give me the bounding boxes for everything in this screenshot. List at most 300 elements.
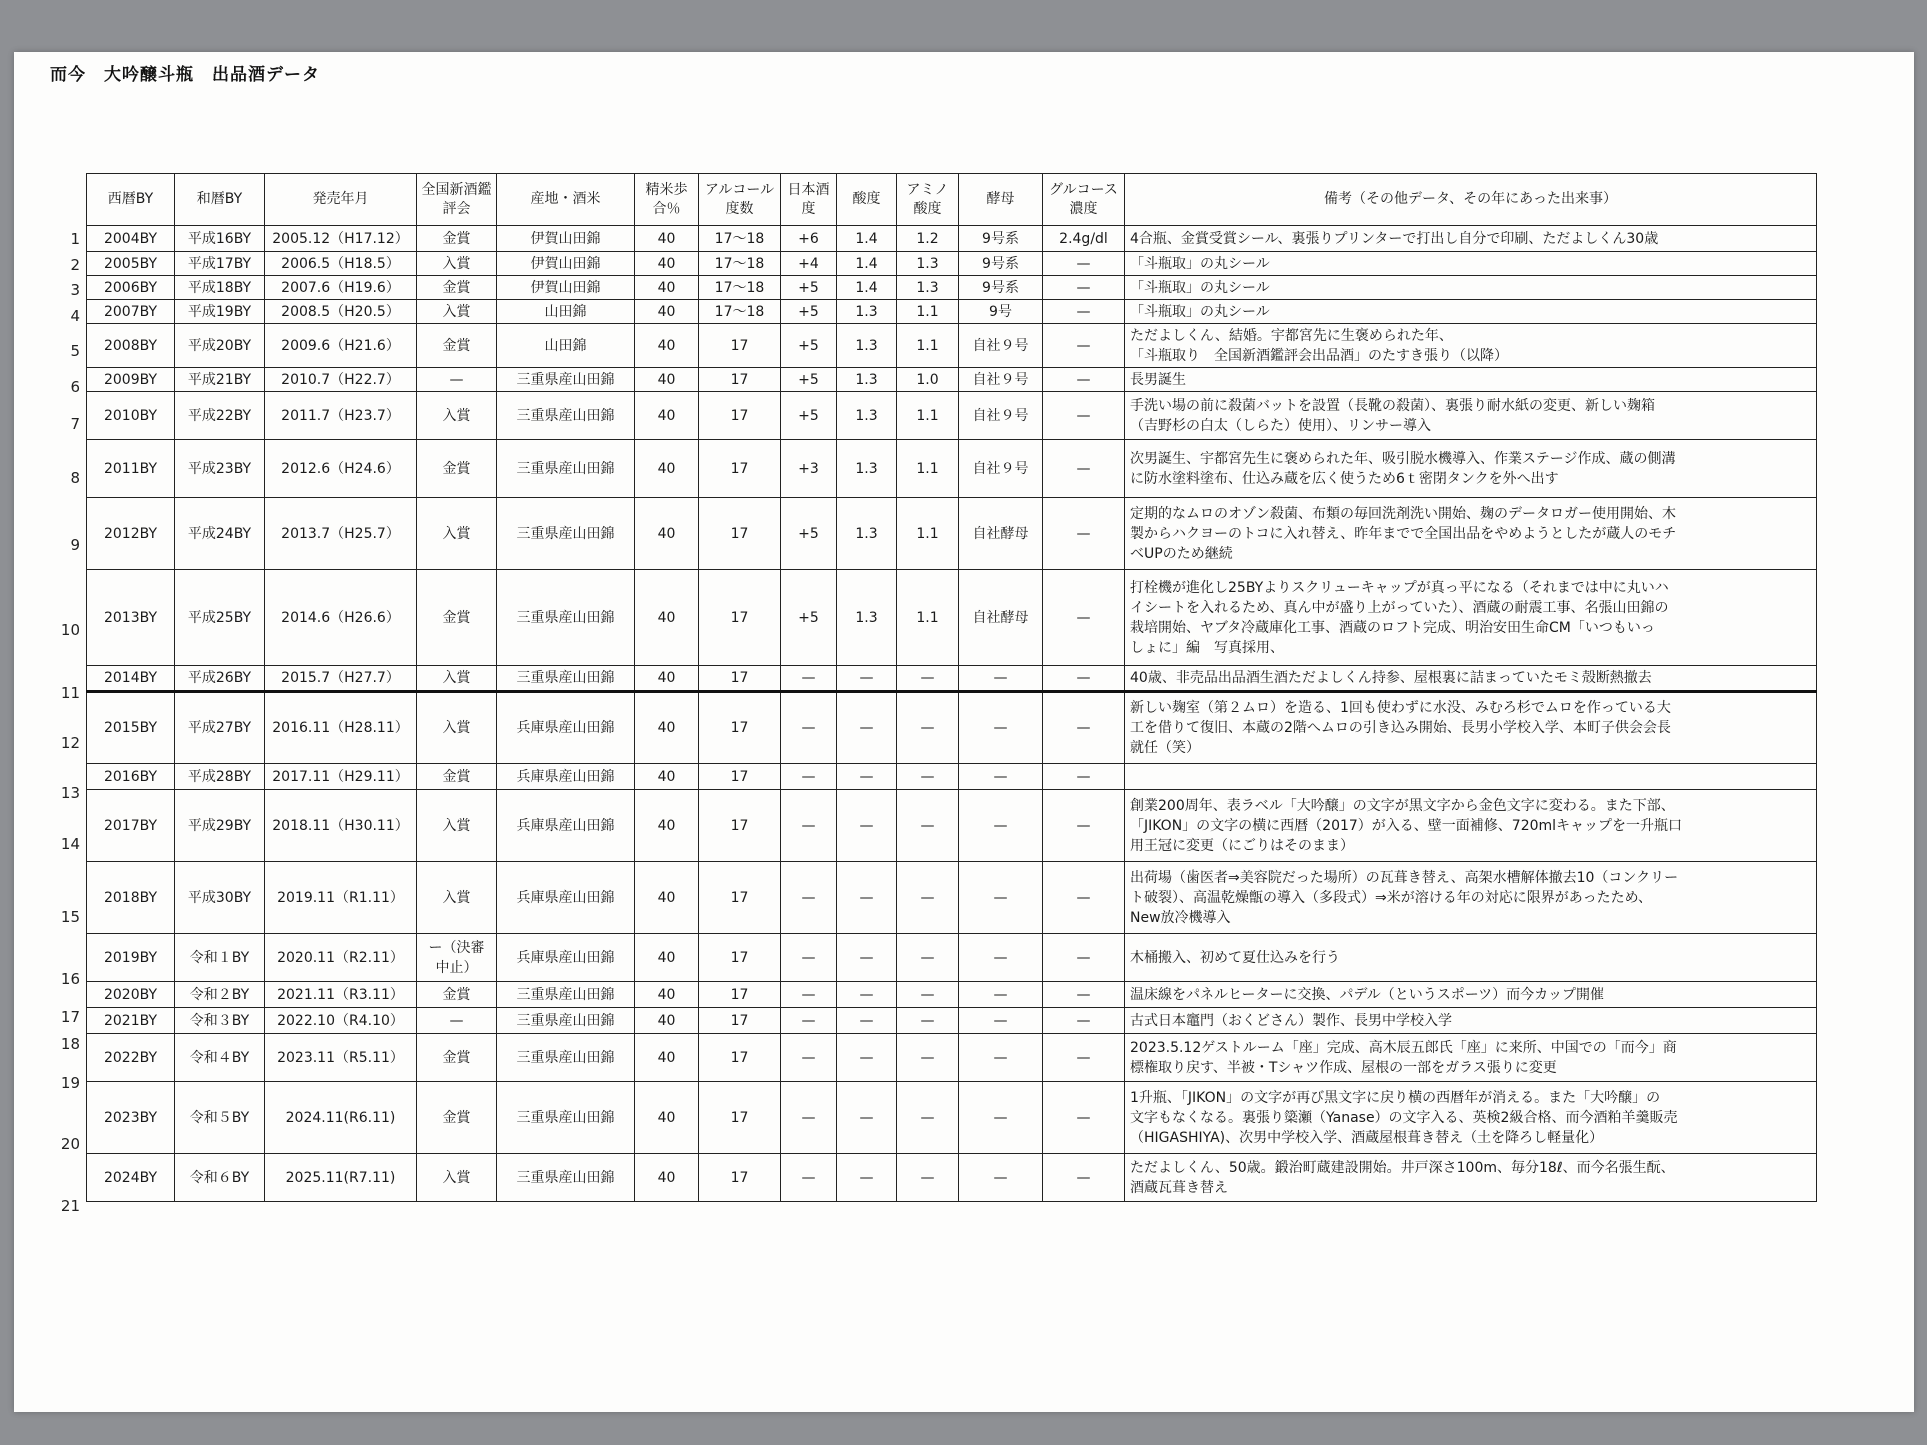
row-number: 5 — [70, 342, 80, 361]
cell-acidity: — — [837, 1034, 897, 1082]
cell-yeast: — — [959, 1034, 1043, 1082]
header-row — [87, 174, 1817, 226]
header-alcohol: アルコール度数 — [699, 174, 781, 226]
cell-seireki: 2022BY — [87, 1034, 175, 1082]
cell-rice: 三重県産山田錦 — [497, 392, 635, 440]
cell-acidity: 1.3 — [837, 570, 897, 666]
cell-smv: — — [781, 1008, 837, 1034]
cell-glucose: — — [1043, 252, 1125, 276]
row-number: 16 — [60, 969, 80, 988]
table-row — [87, 934, 1817, 982]
cell-seireki: 2007BY — [87, 300, 175, 324]
header-smv: 日本酒度 — [781, 174, 837, 226]
table-row — [87, 570, 1817, 666]
cell-rice: 兵庫県産山田錦 — [497, 862, 635, 934]
header-polish: 精米歩合％ — [635, 174, 699, 226]
cell-glucose: — — [1043, 764, 1125, 790]
cell-yeast: — — [959, 934, 1043, 982]
cell-wareki: 平成21BY — [175, 368, 265, 392]
cell-smv: — — [781, 692, 837, 764]
cell-acidity: 1.4 — [837, 252, 897, 276]
cell-release: 2005.12（H17.12） — [265, 226, 417, 252]
table-row — [87, 440, 1817, 498]
cell-yeast: 9号系 — [959, 252, 1043, 276]
cell-wareki: 令和１BY — [175, 934, 265, 982]
cell-wareki: 平成30BY — [175, 862, 265, 934]
table-row — [87, 252, 1817, 276]
cell-glucose: — — [1043, 1154, 1125, 1202]
cell-yeast: — — [959, 982, 1043, 1008]
cell-award: 金賞 — [417, 982, 497, 1008]
cell-seireki: 2017BY — [87, 790, 175, 862]
cell-rice: 山田錦 — [497, 324, 635, 368]
cell-acidity: — — [837, 790, 897, 862]
row-number: 4 — [70, 306, 80, 325]
cell-rice: 兵庫県産山田錦 — [497, 934, 635, 982]
cell-award: 入賞 — [417, 1154, 497, 1202]
cell-rice: 三重県産山田錦 — [497, 368, 635, 392]
cell-seireki: 2020BY — [87, 982, 175, 1008]
cell-award: 金賞 — [417, 276, 497, 300]
cell-glucose: — — [1043, 1082, 1125, 1154]
cell-smv: +5 — [781, 498, 837, 570]
cell-smv: — — [781, 1034, 837, 1082]
cell-amino: 1.1 — [897, 324, 959, 368]
cell-seireki: 2023BY — [87, 1082, 175, 1154]
cell-glucose: — — [1043, 392, 1125, 440]
cell-wareki: 令和２BY — [175, 982, 265, 1008]
cell-award: 入賞 — [417, 498, 497, 570]
cell-yeast: 自社９号 — [959, 392, 1043, 440]
cell-smv: — — [781, 1154, 837, 1202]
cell-award: 入賞 — [417, 692, 497, 764]
cell-yeast: 自社９号 — [959, 440, 1043, 498]
cell-release: 2019.11（R1.11） — [265, 862, 417, 934]
cell-polish: 40 — [635, 862, 699, 934]
cell-wareki: 平成20BY — [175, 324, 265, 368]
cell-rice: 三重県産山田錦 — [497, 1154, 635, 1202]
cell-polish: 40 — [635, 440, 699, 498]
cell-note: 長男誕生 — [1125, 368, 1817, 392]
cell-acidity: — — [837, 666, 897, 692]
cell-yeast: 9号系 — [959, 226, 1043, 252]
header-yeast: 酵母 — [959, 174, 1043, 226]
table-row — [87, 1082, 1817, 1154]
header-acidity: 酸度 — [837, 174, 897, 226]
row-number: 6 — [70, 377, 80, 396]
cell-rice: 三重県産山田錦 — [497, 982, 635, 1008]
cell-glucose: — — [1043, 790, 1125, 862]
table-row — [87, 276, 1817, 300]
cell-acidity: 1.3 — [837, 498, 897, 570]
cell-polish: 40 — [635, 666, 699, 692]
cell-acidity: — — [837, 862, 897, 934]
cell-glucose: — — [1043, 692, 1125, 764]
row-number: 8 — [70, 469, 80, 488]
cell-glucose: — — [1043, 300, 1125, 324]
cell-yeast: — — [959, 1082, 1043, 1154]
cell-wareki: 令和３BY — [175, 1008, 265, 1034]
cell-glucose: — — [1043, 276, 1125, 300]
cell-award: 金賞 — [417, 1034, 497, 1082]
cell-release: 2008.5（H20.5） — [265, 300, 417, 324]
cell-alcohol: 17 — [699, 764, 781, 790]
cell-glucose: — — [1043, 570, 1125, 666]
cell-award: 入賞 — [417, 300, 497, 324]
cell-release: 2024.11(R6.11) — [265, 1082, 417, 1154]
cell-release: 2012.6（H24.6） — [265, 440, 417, 498]
cell-acidity: 1.4 — [837, 226, 897, 252]
cell-seireki: 2016BY — [87, 764, 175, 790]
cell-amino: — — [897, 790, 959, 862]
cell-glucose: — — [1043, 1008, 1125, 1034]
cell-yeast: — — [959, 862, 1043, 934]
cell-award: ー（決審 中止） — [417, 934, 497, 982]
cell-polish: 40 — [635, 692, 699, 764]
cell-wareki: 平成27BY — [175, 692, 265, 764]
cell-yeast: 9号系 — [959, 276, 1043, 300]
cell-release: 2009.6（H21.6） — [265, 324, 417, 368]
cell-seireki: 2015BY — [87, 692, 175, 764]
cell-note: 「斗瓶取」の丸シール — [1125, 252, 1817, 276]
table-row — [87, 790, 1817, 862]
cell-note: 次男誕生、宇都宮先生に褒められた年、吸引脱水機導入、作業ステージ作成、蔵の側溝 に防水塗料塗布、仕込み蔵を広く使うため6ｔ密閉タンクを外へ出す — [1125, 440, 1817, 498]
cell-wareki: 令和５BY — [175, 1082, 265, 1154]
cell-note: ただよしくん、50歳。鍛治町蔵建設開始。井戸深さ100m、毎分18ℓ、而今名張生酛、 酒蔵瓦葺き替え — [1125, 1154, 1817, 1202]
cell-note: 打栓機が進化し25BYよりスクリューキャップが真っ平になる（それまでは中に丸いハ イシートを入れるため、真ん中が盛り上がっていた）、酒蔵の耐震工事、名張山田錦の 栽培開始、ヤブタ冷蔵庫化工事、酒蔵のロフト完成、明治安田生命CM「いつもいっ しょに」編 写真採用、 — [1125, 570, 1817, 666]
cell-wareki: 平成28BY — [175, 764, 265, 790]
cell-seireki: 2008BY — [87, 324, 175, 368]
cell-alcohol: 17 — [699, 934, 781, 982]
cell-wareki: 平成29BY — [175, 790, 265, 862]
cell-polish: 40 — [635, 226, 699, 252]
cell-alcohol: 17 — [699, 440, 781, 498]
cell-yeast: 自社酵母 — [959, 498, 1043, 570]
cell-amino: 1.0 — [897, 368, 959, 392]
cell-alcohol: 17 — [699, 570, 781, 666]
cell-smv: — — [781, 1082, 837, 1154]
cell-seireki: 2018BY — [87, 862, 175, 934]
cell-polish: 40 — [635, 324, 699, 368]
cell-polish: 40 — [635, 1008, 699, 1034]
cell-seireki: 2014BY — [87, 666, 175, 692]
cell-polish: 40 — [635, 764, 699, 790]
cell-yeast: 自社９号 — [959, 324, 1043, 368]
header-rice: 産地・酒米 — [497, 174, 635, 226]
cell-yeast: — — [959, 1008, 1043, 1034]
header-amino: アミノ酸度 — [897, 174, 959, 226]
cell-wareki: 平成19BY — [175, 300, 265, 324]
cell-seireki: 2004BY — [87, 226, 175, 252]
cell-note: 創業200周年、表ラベル「大吟醸」の文字が黒文字から金色文字に変わる。また下部、 「JIKON」の文字の横に西暦（2017）が入る、壁一面補修、720mlキャップを一升瓶口 用王冠に変更（にごりはそのまま） — [1125, 790, 1817, 862]
cell-release: 2011.7（H23.7） — [265, 392, 417, 440]
cell-award: 金賞 — [417, 324, 497, 368]
cell-award: 入賞 — [417, 252, 497, 276]
row-number: 14 — [60, 834, 80, 853]
cell-glucose: — — [1043, 934, 1125, 982]
cell-acidity: 1.3 — [837, 440, 897, 498]
cell-polish: 40 — [635, 1082, 699, 1154]
cell-amino: — — [897, 1082, 959, 1154]
cell-wareki: 平成17BY — [175, 252, 265, 276]
row-number: 10 — [60, 621, 80, 640]
cell-amino: — — [897, 1034, 959, 1082]
cell-note: ただよしくん、結婚。宇都宮先に生褒められた年、 「斗瓶取り 全国新酒鑑評会出品酒」のたすき張り（以降） — [1125, 324, 1817, 368]
cell-rice: 伊賀山田錦 — [497, 226, 635, 252]
cell-wareki: 平成22BY — [175, 392, 265, 440]
cell-award: 入賞 — [417, 392, 497, 440]
cell-note: 温床線をパネルヒーターに交換、パデル（というスポーツ）而今カップ開催 — [1125, 982, 1817, 1008]
cell-note: 古式日本竈門（おくどさん）製作、長男中学校入学 — [1125, 1008, 1817, 1034]
cell-alcohol: 17 — [699, 692, 781, 764]
table-row — [87, 692, 1817, 764]
cell-seireki: 2019BY — [87, 934, 175, 982]
cell-acidity: — — [837, 764, 897, 790]
table-row — [87, 862, 1817, 934]
cell-wareki: 令和４BY — [175, 1034, 265, 1082]
table-row — [87, 368, 1817, 392]
row-number: 12 — [60, 733, 80, 752]
cell-award: 金賞 — [417, 226, 497, 252]
cell-release: 2013.7（H25.7） — [265, 498, 417, 570]
row-number: 13 — [60, 784, 80, 803]
cell-amino: 1.1 — [897, 440, 959, 498]
cell-seireki: 2012BY — [87, 498, 175, 570]
cell-alcohol: 17 — [699, 666, 781, 692]
row-number: 17 — [60, 1007, 80, 1026]
row-number: 7 — [70, 415, 80, 434]
cell-award: 入賞 — [417, 790, 497, 862]
cell-amino: 1.1 — [897, 300, 959, 324]
cell-acidity: — — [837, 1008, 897, 1034]
cell-amino: 1.1 — [897, 392, 959, 440]
cell-yeast: 9号 — [959, 300, 1043, 324]
cell-release: 2023.11（R5.11） — [265, 1034, 417, 1082]
cell-rice: 三重県産山田錦 — [497, 666, 635, 692]
cell-smv: — — [781, 790, 837, 862]
cell-amino: 1.1 — [897, 570, 959, 666]
cell-wareki: 平成18BY — [175, 276, 265, 300]
cell-polish: 40 — [635, 276, 699, 300]
cell-polish: 40 — [635, 1154, 699, 1202]
cell-alcohol: 17 — [699, 392, 781, 440]
cell-wareki: 平成23BY — [175, 440, 265, 498]
cell-polish: 40 — [635, 300, 699, 324]
row-number: 18 — [60, 1035, 80, 1054]
cell-note: 出荷場（歯医者⇒美容院だった場所）の瓦葺き替え、高架水槽解体撤去10（コンクリー ト破裂）、高温乾燥甑の導入（多段式）⇒米が溶ける年の対応に限界があったため、 New放冷機導入 — [1125, 862, 1817, 934]
cell-rice: 伊賀山田錦 — [497, 252, 635, 276]
cell-amino: 1.2 — [897, 226, 959, 252]
cell-amino: 1.1 — [897, 498, 959, 570]
cell-release: 2010.7（H22.7） — [265, 368, 417, 392]
cell-alcohol: 17 — [699, 498, 781, 570]
cell-rice: 三重県産山田錦 — [497, 1082, 635, 1154]
cell-alcohol: 17 — [699, 368, 781, 392]
row-number: 19 — [60, 1073, 80, 1092]
header-glucose: グルコース濃度 — [1043, 174, 1125, 226]
cell-rice: 兵庫県産山田錦 — [497, 790, 635, 862]
cell-seireki: 2009BY — [87, 368, 175, 392]
header-release: 発売年月 — [265, 174, 417, 226]
cell-release: 2007.6（H19.6） — [265, 276, 417, 300]
cell-smv: +5 — [781, 368, 837, 392]
cell-polish: 40 — [635, 498, 699, 570]
table-row — [87, 498, 1817, 570]
cell-amino: — — [897, 982, 959, 1008]
cell-release: 2006.5（H18.5） — [265, 252, 417, 276]
table-row — [87, 300, 1817, 324]
cell-smv: — — [781, 934, 837, 982]
cell-seireki: 2006BY — [87, 276, 175, 300]
cell-alcohol: 17 — [699, 1008, 781, 1034]
cell-seireki: 2024BY — [87, 1154, 175, 1202]
cell-amino: — — [897, 1154, 959, 1202]
cell-alcohol: 17 — [699, 324, 781, 368]
cell-polish: 40 — [635, 368, 699, 392]
cell-amino: 1.3 — [897, 252, 959, 276]
cell-polish: 40 — [635, 392, 699, 440]
row-number: 1 — [70, 229, 80, 248]
table-row — [87, 324, 1817, 368]
cell-yeast: 自社９号 — [959, 368, 1043, 392]
cell-glucose: — — [1043, 498, 1125, 570]
cell-award: 金賞 — [417, 570, 497, 666]
cell-note: 4合瓶、金賞受賞シール、裏張りプリンターで打出し自分で印刷、ただよしくん30歳 — [1125, 226, 1817, 252]
header-wareki: 和暦BY — [175, 174, 265, 226]
cell-smv: — — [781, 666, 837, 692]
cell-alcohol: 17 — [699, 1154, 781, 1202]
document-title: 而今 大吟醸斗瓶 出品酒データ — [50, 65, 320, 85]
cell-smv: — — [781, 764, 837, 790]
row-number: 11 — [60, 683, 80, 702]
cell-seireki: 2005BY — [87, 252, 175, 276]
row-number: 21 — [60, 1196, 80, 1215]
cell-acidity: — — [837, 982, 897, 1008]
row-number: 3 — [70, 281, 80, 300]
cell-glucose: — — [1043, 1034, 1125, 1082]
cell-rice: 伊賀山田錦 — [497, 276, 635, 300]
cell-award: — — [417, 368, 497, 392]
cell-amino: — — [897, 764, 959, 790]
cell-rice: 兵庫県産山田錦 — [497, 764, 635, 790]
cell-release: 2020.11（R2.11） — [265, 934, 417, 982]
table-row — [87, 1008, 1817, 1034]
cell-release: 2022.10（R4.10） — [265, 1008, 417, 1034]
cell-note: 40歳、非売品出品酒生酒ただよしくん持参、屋根裏に詰まっていたモミ殻断熱撤去 — [1125, 666, 1817, 692]
cell-smv: +5 — [781, 300, 837, 324]
cell-rice: 三重県産山田錦 — [497, 440, 635, 498]
cell-acidity: 1.3 — [837, 368, 897, 392]
cell-acidity: — — [837, 692, 897, 764]
cell-acidity: — — [837, 1154, 897, 1202]
cell-release: 2025.11(R7.11) — [265, 1154, 417, 1202]
header-notes: 備考（その他データ、その年にあった出来事） — [1125, 174, 1817, 226]
cell-release: 2016.11（H28.11） — [265, 692, 417, 764]
cell-smv: — — [781, 862, 837, 934]
table-row — [87, 1154, 1817, 1202]
cell-acidity: 1.4 — [837, 276, 897, 300]
cell-acidity: — — [837, 934, 897, 982]
cell-wareki: 平成26BY — [175, 666, 265, 692]
cell-release: 2021.11（R3.11） — [265, 982, 417, 1008]
cell-award: 金賞 — [417, 764, 497, 790]
cell-note: 木桶搬入、初めて夏仕込みを行う — [1125, 934, 1817, 982]
header-seireki: 西暦BY — [87, 174, 175, 226]
cell-alcohol: 17〜18 — [699, 276, 781, 300]
cell-smv: +3 — [781, 440, 837, 498]
cell-amino: 1.3 — [897, 276, 959, 300]
cell-release: 2015.7（H27.7） — [265, 666, 417, 692]
cell-award: 入賞 — [417, 666, 497, 692]
cell-smv: +5 — [781, 570, 837, 666]
cell-polish: 40 — [635, 1034, 699, 1082]
cell-amino: — — [897, 666, 959, 692]
table-row — [87, 764, 1817, 790]
cell-wareki: 令和６BY — [175, 1154, 265, 1202]
cell-note: 手洗い場の前に殺菌バットを設置（長靴の殺菌）、裏張り耐水紙の変更、新しい麹箱 （吉野杉の白太（しらた）使用）、リンサー導入 — [1125, 392, 1817, 440]
cell-rice: 三重県産山田錦 — [497, 1008, 635, 1034]
cell-smv: +5 — [781, 392, 837, 440]
table-row — [87, 392, 1817, 440]
cell-amino: — — [897, 692, 959, 764]
row-number: 9 — [70, 535, 80, 554]
cell-glucose: — — [1043, 324, 1125, 368]
row-number: 20 — [60, 1135, 80, 1154]
cell-acidity: 1.3 — [837, 324, 897, 368]
cell-yeast: — — [959, 666, 1043, 692]
cell-seireki: 2011BY — [87, 440, 175, 498]
cell-glucose: — — [1043, 368, 1125, 392]
cell-rice: 兵庫県産山田錦 — [497, 692, 635, 764]
cell-alcohol: 17〜18 — [699, 300, 781, 324]
cell-yeast: — — [959, 692, 1043, 764]
sake-data-table — [86, 173, 1817, 1202]
cell-release: 2017.11（H29.11） — [265, 764, 417, 790]
cell-award: — — [417, 1008, 497, 1034]
cell-polish: 40 — [635, 790, 699, 862]
cell-glucose: — — [1043, 440, 1125, 498]
cell-smv: +5 — [781, 276, 837, 300]
cell-release: 2018.11（H30.11） — [265, 790, 417, 862]
cell-glucose: — — [1043, 982, 1125, 1008]
cell-yeast: 自社酵母 — [959, 570, 1043, 666]
cell-release: 2014.6（H26.6） — [265, 570, 417, 666]
cell-rice: 三重県産山田錦 — [497, 570, 635, 666]
cell-wareki: 平成24BY — [175, 498, 265, 570]
cell-glucose: 2.4g/dl — [1043, 226, 1125, 252]
cell-amino: — — [897, 934, 959, 982]
cell-polish: 40 — [635, 570, 699, 666]
table-row — [87, 226, 1817, 252]
cell-note: 1升瓶、「JIKON」の文字が再び黒文字に戻り横の西暦年が消える。また「大吟醸」の 文字もなくなる。裏張り簗瀬（Yanase）の文字入る、英検2級合格、而今酒粕羊羹販売 （HIGASHIYA)、次男中学校入学、酒蔵屋根葺き替え（土を降ろし軽量化） — [1125, 1082, 1817, 1154]
cell-smv: — — [781, 982, 837, 1008]
cell-polish: 40 — [635, 252, 699, 276]
row-number: 2 — [70, 256, 80, 275]
cell-yeast: — — [959, 764, 1043, 790]
cell-yeast: — — [959, 790, 1043, 862]
cell-alcohol: 17 — [699, 982, 781, 1008]
cell-glucose: — — [1043, 862, 1125, 934]
cell-award: 入賞 — [417, 862, 497, 934]
cell-seireki: 2021BY — [87, 1008, 175, 1034]
cell-smv: +6 — [781, 226, 837, 252]
cell-acidity: — — [837, 1082, 897, 1154]
cell-rice: 三重県産山田錦 — [497, 498, 635, 570]
cell-smv: +4 — [781, 252, 837, 276]
header-award: 全国新酒鑑評会 — [417, 174, 497, 226]
cell-wareki: 平成25BY — [175, 570, 265, 666]
cell-polish: 40 — [635, 934, 699, 982]
